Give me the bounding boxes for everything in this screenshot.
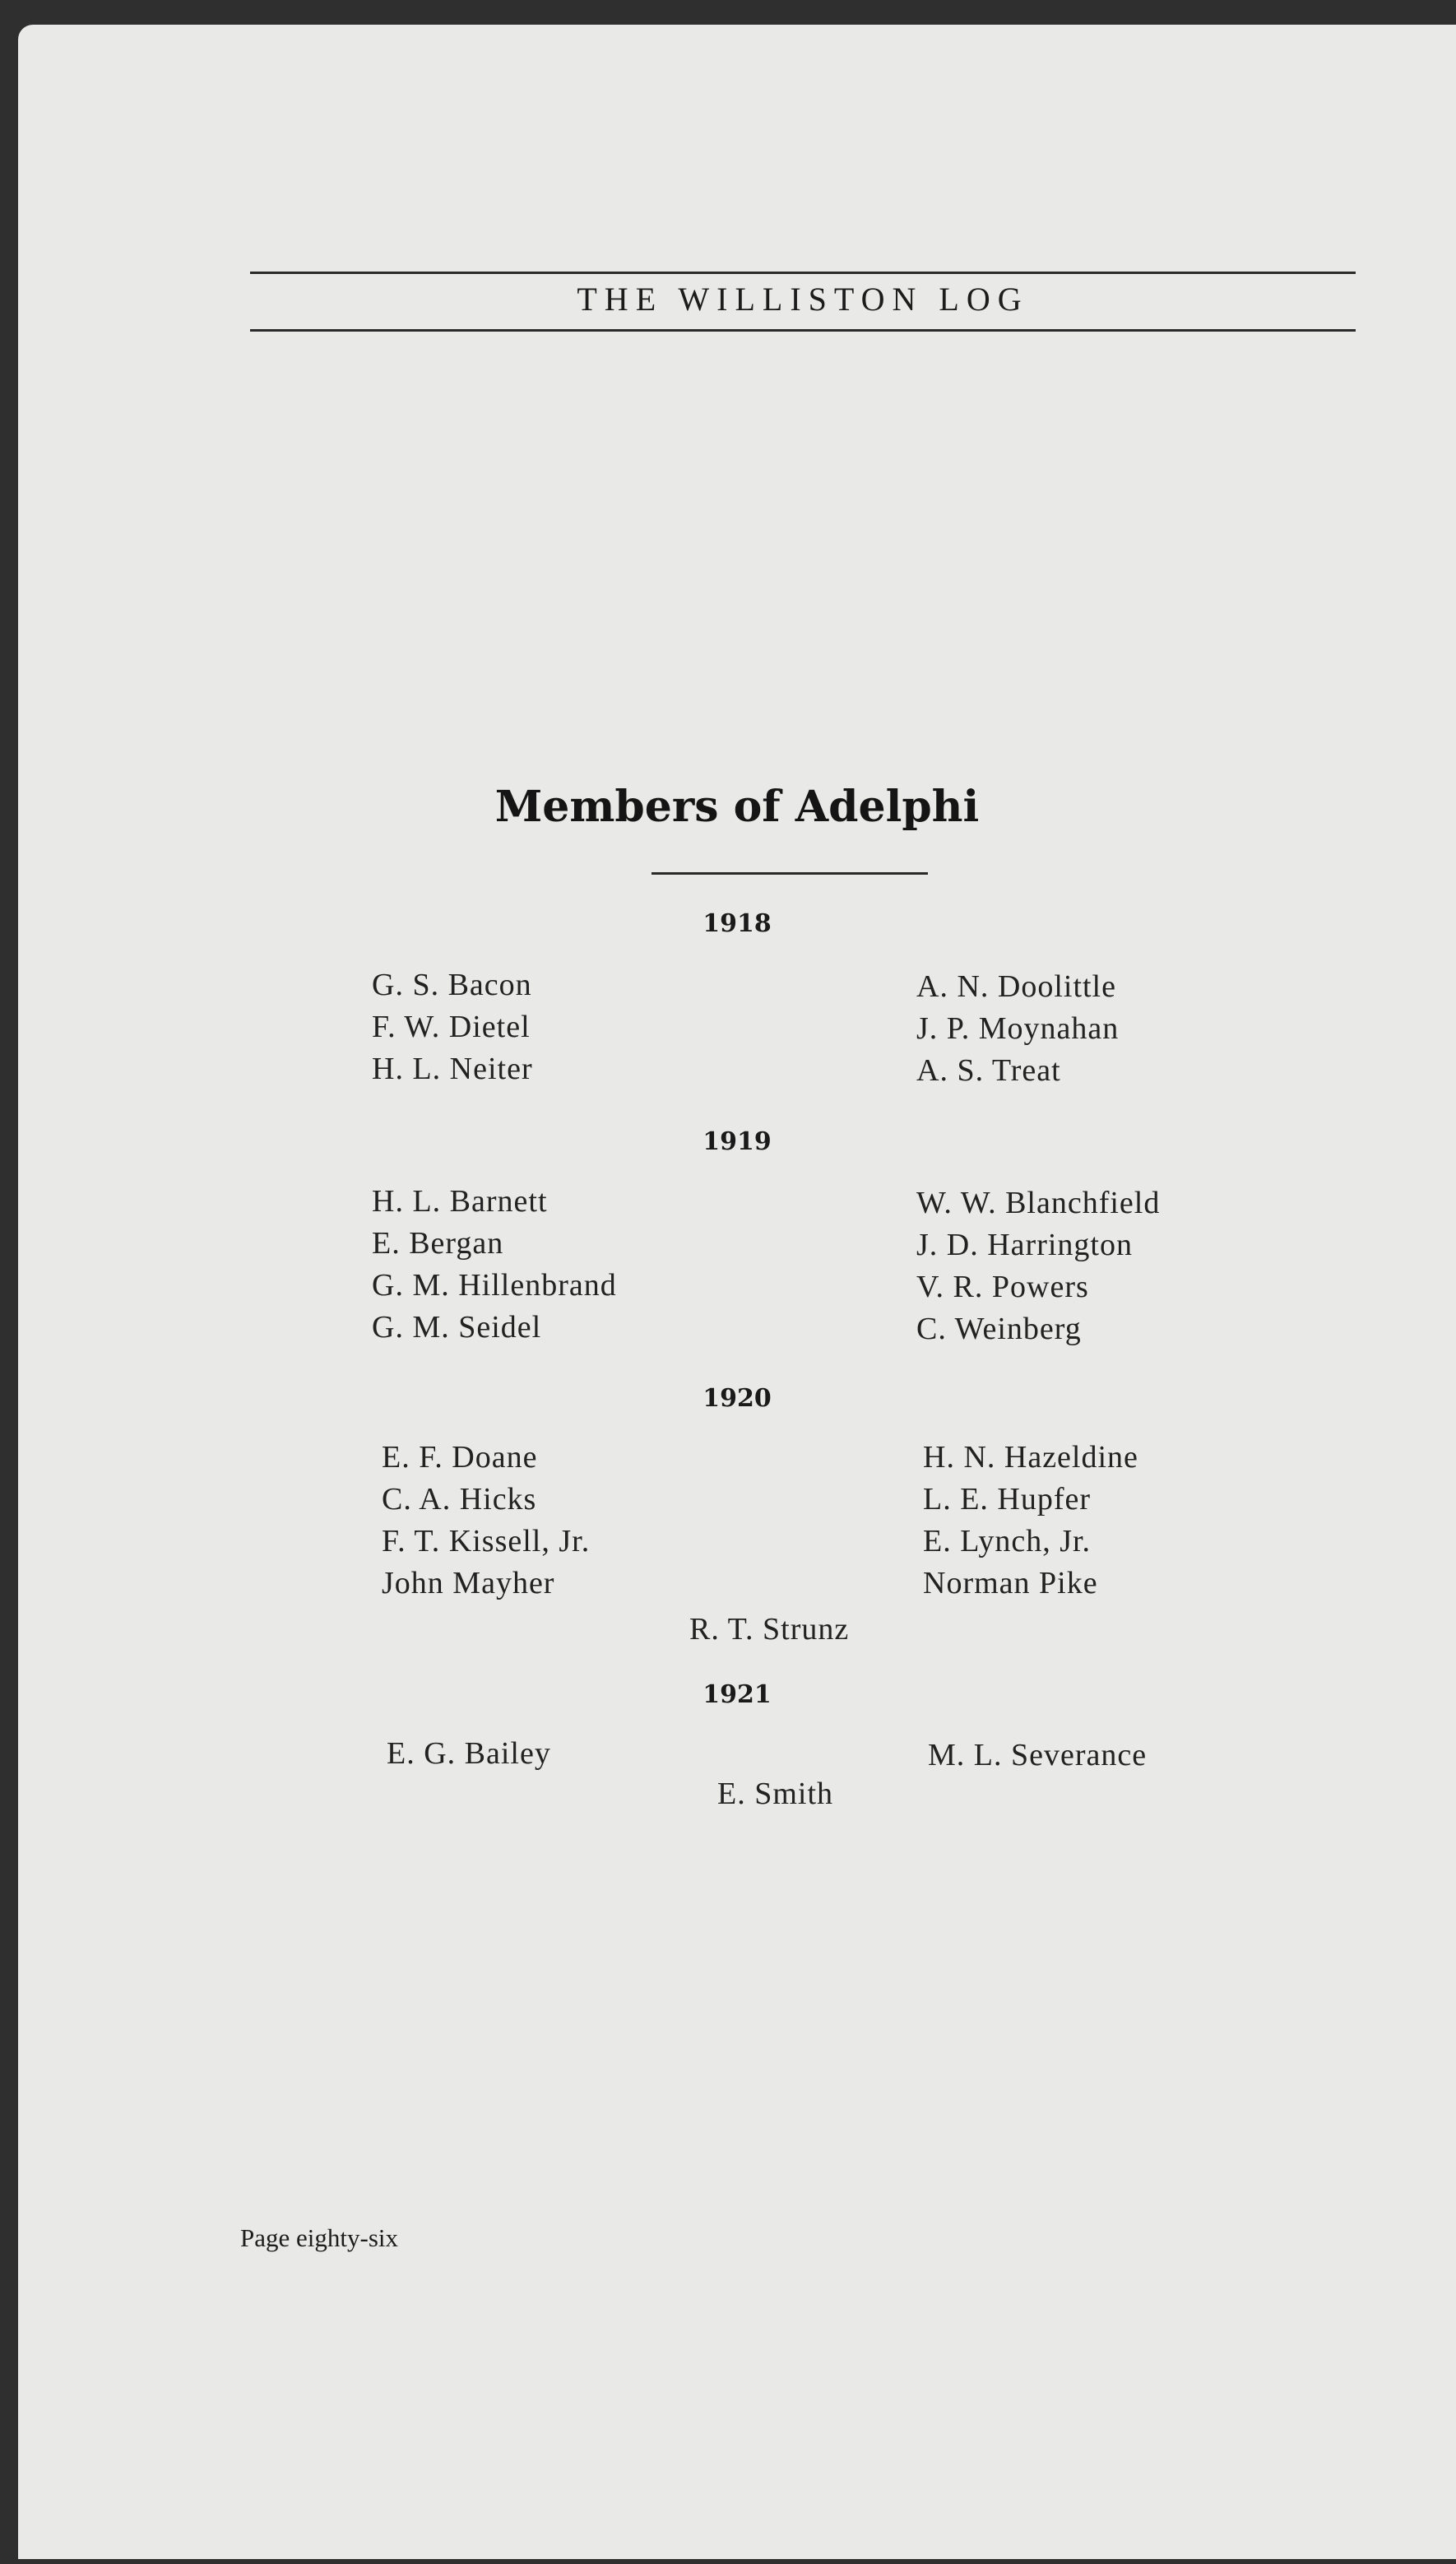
member-name-centered: R. T. Strunz	[689, 1612, 850, 1647]
member-name: G. M. Hillenbrand	[372, 1268, 617, 1303]
member-name: L. E. Hupfer	[923, 1482, 1092, 1517]
member-name: E. F. Doane	[382, 1440, 538, 1475]
member-name-centered: E. Smith	[717, 1777, 834, 1811]
class-year-1920: 1920	[702, 1384, 772, 1413]
member-name: V. R. Powers	[916, 1270, 1089, 1304]
member-name: E. G. Bailey	[387, 1736, 551, 1771]
title-underline	[651, 872, 928, 875]
member-name: J. P. Moynahan	[916, 1011, 1120, 1046]
member-name: H. L. Barnett	[372, 1184, 548, 1219]
name-column-left	[387, 1733, 551, 1775]
member-name: E. Bergan	[372, 1226, 504, 1261]
name-column-left	[372, 964, 533, 1090]
member-name: H. N. Hazeldine	[923, 1440, 1138, 1475]
member-name: A. N. Doolittle	[916, 969, 1116, 1004]
name-column-left	[372, 1181, 617, 1349]
member-name: C. A. Hicks	[382, 1482, 537, 1517]
member-name: John Mayher	[382, 1566, 555, 1600]
class-year-1921: 1921	[702, 1680, 772, 1709]
class-year-1919: 1919	[702, 1127, 772, 1156]
name-column-left	[382, 1437, 590, 1605]
member-name: C. Weinberg	[916, 1312, 1082, 1346]
name-column-right	[928, 1735, 1147, 1777]
member-name: F. W. Dietel	[372, 1010, 531, 1044]
section-title: Members of Adelphi	[494, 782, 980, 832]
member-name: G. S. Bacon	[372, 968, 532, 1002]
header-bottom-rule	[250, 329, 1356, 332]
member-name: F. T. Kissell, Jr.	[382, 1524, 591, 1558]
header-top-rule	[250, 272, 1356, 274]
page	[18, 25, 1456, 2559]
name-column-right	[916, 1182, 1160, 1350]
member-name: H. L. Neiter	[372, 1052, 533, 1086]
member-name: W. W. Blanchfield	[916, 1186, 1161, 1220]
member-name: G. M. Seidel	[372, 1310, 542, 1345]
member-name: E. Lynch, Jr.	[923, 1524, 1092, 1558]
name-column-right	[923, 1437, 1138, 1605]
running-header: THE WILLISTON LOG	[577, 281, 1029, 318]
member-name: J. D. Harrington	[916, 1228, 1133, 1262]
class-year-1918: 1918	[702, 909, 772, 938]
name-column-right	[916, 966, 1119, 1092]
member-name: Norman Pike	[923, 1566, 1098, 1600]
member-name: M. L. Severance	[928, 1738, 1148, 1772]
page-number: Page eighty-six	[240, 2223, 398, 2252]
member-name: A. S. Treat	[916, 1053, 1061, 1088]
